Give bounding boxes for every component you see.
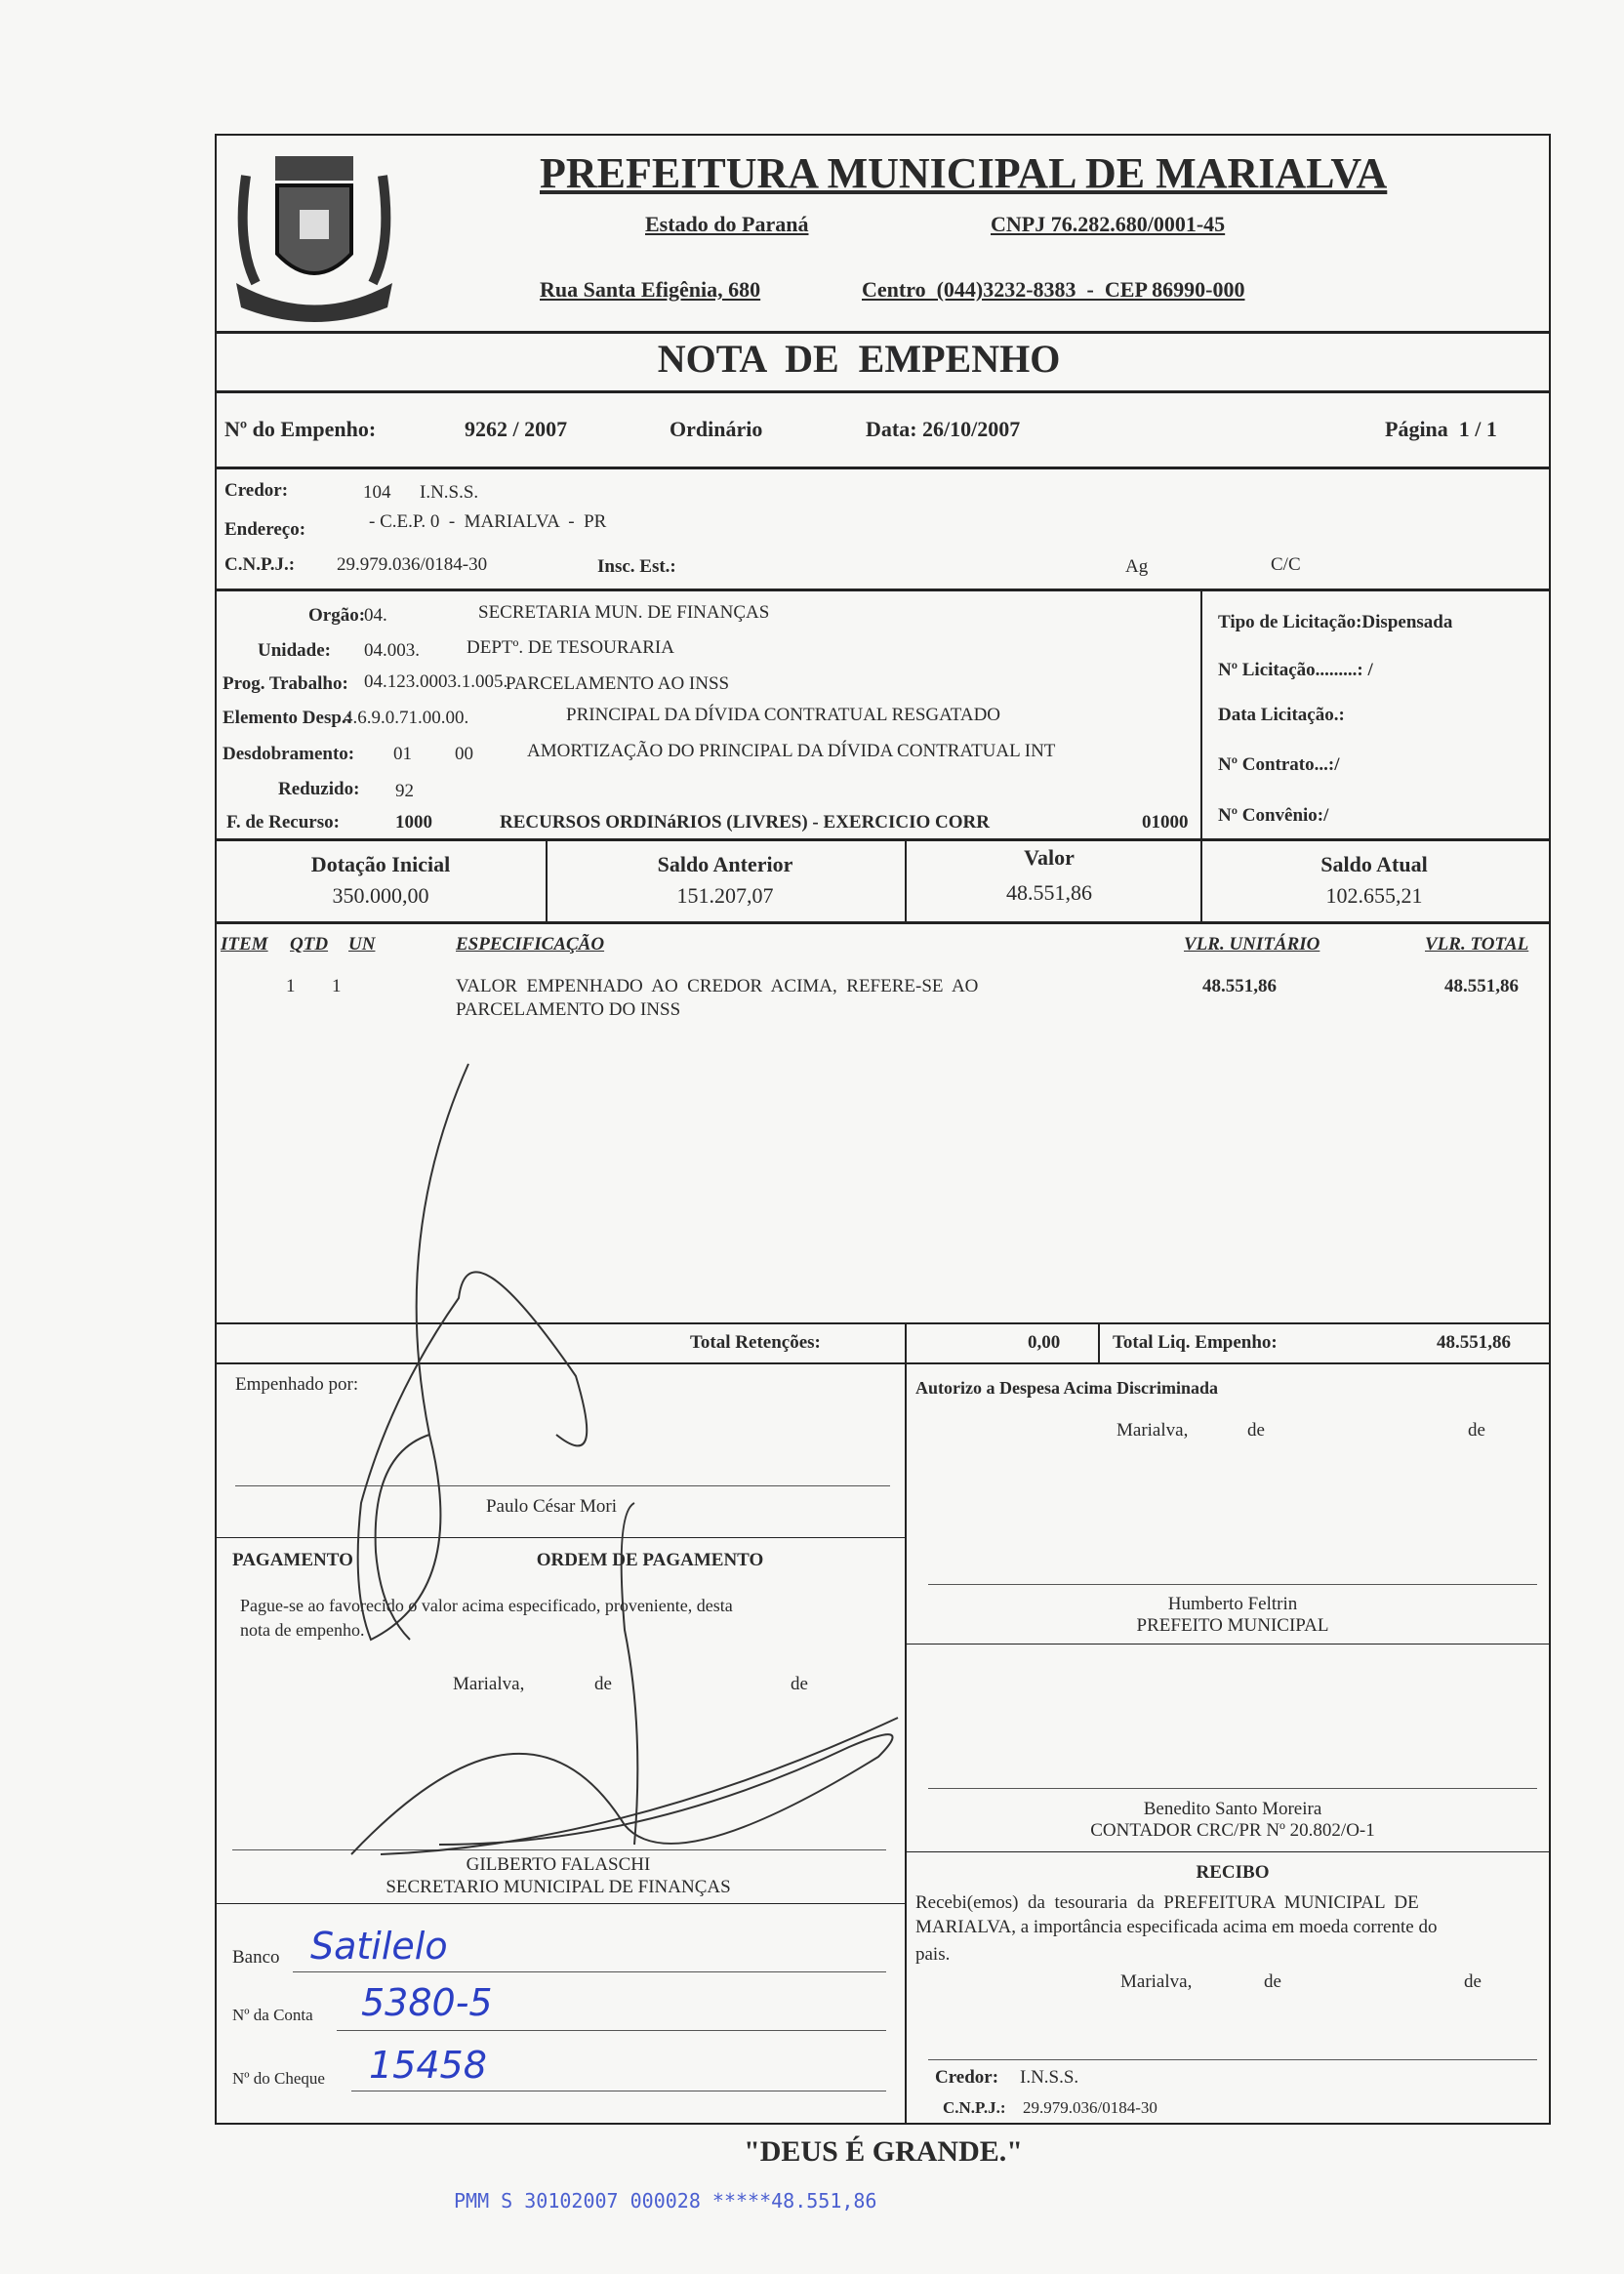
orgao-label: Orgão: xyxy=(308,605,366,626)
item-spec-line1: VALOR EMPENHADO AO CREDOR ACIMA, REFERE-SE AO xyxy=(456,976,979,996)
valor-value: 48.551,86 xyxy=(1006,880,1092,905)
retencoes-label: Total Retenções: xyxy=(690,1332,821,1353)
col-especificacao: ESPECIFICAÇÃO xyxy=(456,934,605,954)
header-cnpj: CNPJ 76.282.680/0001-45 xyxy=(991,212,1226,236)
pagamento-city: Marialva, xyxy=(453,1674,525,1694)
banco-value: Satilelo xyxy=(310,1925,448,1968)
saldo-anterior-label: Saldo Anterior xyxy=(657,852,793,876)
convenio: Nº Convênio:/ xyxy=(1218,805,1329,826)
header-address: Rua Santa Efigênia, 680 xyxy=(540,277,761,302)
unidade-label: Unidade: xyxy=(258,640,331,661)
insc-label: Insc. Est.: xyxy=(597,556,676,577)
licitacao-numero: Nº Licitação.........: / xyxy=(1218,660,1373,680)
item-spec-line2: PARCELAMENTO DO INSS xyxy=(456,999,681,1020)
item-total-value: 48.551,86 xyxy=(1444,976,1519,996)
elemento: PRINCIPAL DA DÍVIDA CONTRATUAL RESGATADO xyxy=(566,705,1001,725)
elemento-label: Elemento Desp.: xyxy=(223,708,352,728)
empenho-type: Ordinário xyxy=(670,417,763,441)
prog-code: 04.123.0003.1.005. xyxy=(364,671,508,692)
licitacao-data: Data Licitação.: xyxy=(1218,705,1345,725)
liq-value: 48.551,86 xyxy=(1437,1332,1511,1353)
recurso-label: F. de Recurso: xyxy=(226,812,340,832)
credor-code: 104 xyxy=(363,482,391,503)
municipality-title: PREFEITURA MUNICIPAL DE MARIALVA xyxy=(540,149,1388,197)
prog: PARCELAMENTO AO INSS xyxy=(506,673,730,694)
recibo-de1: de xyxy=(1264,1971,1281,1992)
elemento-code: 4.6.9.0.71.00.00. xyxy=(344,708,469,728)
col-qtd: QTD xyxy=(290,934,329,954)
recibo-line2: MARIALVA, a importância especificada acima em moeda corrente do xyxy=(915,1917,1438,1937)
col-item: ITEM xyxy=(221,934,268,954)
contrato: Nº Contrato...:/ xyxy=(1218,754,1340,775)
bank-stamp: PMM S 30102007 000028 *****48.551,86 xyxy=(454,2189,877,2213)
item-number: 1 xyxy=(286,976,296,996)
recibo-de2: de xyxy=(1464,1971,1482,1992)
header-contact: Centro (044)3232-8383 - CEP 86990-000 xyxy=(862,277,1245,302)
recurso-code2: 01000 xyxy=(1142,812,1189,832)
credor-cnpj: 29.979.036/0184-30 xyxy=(337,554,488,575)
motto: "DEUS É GRANDE." xyxy=(744,2135,1023,2168)
conta-value: 5380-5 xyxy=(361,1981,493,2024)
licitacao-tipo: Tipo de Licitação:Dispensada xyxy=(1218,612,1453,632)
credor-name: I.N.S.S. xyxy=(420,482,479,503)
col-vlr-unitario: VLR. UNITÁRIO xyxy=(1184,934,1320,954)
dotacao-inicial-label: Dotação Inicial xyxy=(310,852,451,876)
credor-label: Credor: xyxy=(224,480,289,501)
desdob-code2: 00 xyxy=(455,744,473,764)
autorizo-label: Autorizo a Despesa Acima Discriminada xyxy=(915,1378,1218,1398)
pagamento-de1: de xyxy=(594,1674,612,1694)
item-unit-value: 48.551,86 xyxy=(1202,976,1277,996)
secretario-nome: GILBERTO FALASCHI xyxy=(466,1854,651,1875)
empenhado-por-label: Empenhado por: xyxy=(235,1374,359,1395)
unidade: DEPTº. DE TESOURARIA xyxy=(467,637,674,658)
municipal-crest-logo xyxy=(217,137,412,332)
banco-label: Banco xyxy=(232,1947,280,1968)
page-number: Página 1 / 1 xyxy=(1385,417,1497,441)
liq-label: Total Liq. Empenho: xyxy=(1113,1332,1278,1353)
contador-cargo: CONTADOR CRC/PR Nº 20.802/O-1 xyxy=(1090,1820,1375,1841)
valor-label: Valor xyxy=(1024,845,1075,870)
desdob-label: Desdobramento: xyxy=(223,744,355,764)
recibo-line1: Recebi(emos) da tesouraria da PREFEITURA MUNICIPAL DE xyxy=(915,1892,1419,1913)
recibo-line3: pais. xyxy=(915,1944,951,1965)
prog-label: Prog. Trabalho: xyxy=(223,673,348,694)
unidade-code: 04.003. xyxy=(364,640,420,661)
reduzido-label: Reduzido: xyxy=(278,779,360,799)
secretario-cargo: SECRETARIO MUNICIPAL DE FINANÇAS xyxy=(386,1877,731,1897)
empenho-label: Nº do Empenho: xyxy=(224,417,377,441)
desdob-code1: 01 xyxy=(393,744,412,764)
saldo-anterior-value: 151.207,07 xyxy=(676,883,774,908)
ag-label: Ag xyxy=(1125,556,1149,577)
recurso: RECURSOS ORDINáRIOS (LIVRES) - EXERCICIO CORR xyxy=(500,812,990,832)
empenho-date: Data: 26/10/2007 xyxy=(866,417,1021,441)
autorizo-city: Marialva, xyxy=(1116,1420,1189,1441)
pagamento-label: PAGAMENTO xyxy=(232,1550,353,1570)
conta-label: Nº da Conta xyxy=(232,2006,313,2024)
cheque-value: 15458 xyxy=(369,2044,487,2087)
empenhado-nome: Paulo César Mori xyxy=(485,1496,618,1517)
cc-label: C/C xyxy=(1271,554,1301,575)
cheque-label: Nº do Cheque xyxy=(232,2069,325,2088)
col-un: UN xyxy=(348,934,376,954)
item-qtd: 1 xyxy=(332,976,342,996)
recibo-cnpj-label: C.N.P.J.: xyxy=(943,2098,1006,2117)
recurso-code: 1000 xyxy=(395,812,432,832)
empenho-number: 9262 / 2007 xyxy=(465,417,568,441)
endereco: - C.E.P. 0 - MARIALVA - PR xyxy=(369,511,607,532)
handwritten-signature xyxy=(332,1044,937,1884)
contador-nome: Benedito Santo Moreira xyxy=(1143,1799,1322,1819)
desdob: AMORTIZAÇÃO DO PRINCIPAL DA DÍVIDA CONTRATUAL INT xyxy=(527,741,1056,761)
saldo-atual-value: 102.655,21 xyxy=(1325,883,1423,908)
recibo-city: Marialva, xyxy=(1120,1971,1193,1992)
reduzido: 92 xyxy=(395,781,414,801)
prefeito-nome: Humberto Feltrin xyxy=(1167,1594,1298,1614)
cnpj-label: C.N.P.J.: xyxy=(224,554,296,575)
col-vlr-total: VLR. TOTAL xyxy=(1425,934,1529,954)
prefeito-cargo: PREFEITO MUNICIPAL xyxy=(1136,1615,1329,1636)
recibo-title: RECIBO xyxy=(1196,1862,1270,1883)
endereco-label: Endereço: xyxy=(224,519,306,540)
ordem-pagamento-label: ORDEM DE PAGAMENTO xyxy=(536,1550,764,1570)
state: Estado do Paraná xyxy=(645,212,809,236)
pague-line2: nota de empenho. xyxy=(240,1620,365,1640)
recibo-credor-label: Credor: xyxy=(935,2067,999,2088)
dotacao-inicial-value: 350.000,00 xyxy=(332,883,429,908)
orgao-code: 04. xyxy=(364,605,387,626)
autorizo-de1: de xyxy=(1247,1420,1265,1441)
pague-line1: Pague-se ao favorecido o valor acima especificado, proveniente, desta xyxy=(240,1596,733,1615)
pagamento-de2: de xyxy=(791,1674,808,1694)
saldo-atual-label: Saldo Atual xyxy=(1320,852,1428,876)
retencoes-value: 0,00 xyxy=(1028,1332,1061,1353)
document-title: NOTA DE EMPENHO xyxy=(657,337,1061,381)
recibo-cnpj: 29.979.036/0184-30 xyxy=(1023,2098,1157,2117)
recibo-credor: I.N.S.S. xyxy=(1020,2067,1079,2088)
orgao: SECRETARIA MUN. DE FINANÇAS xyxy=(478,602,770,623)
autorizo-de2: de xyxy=(1468,1420,1485,1441)
